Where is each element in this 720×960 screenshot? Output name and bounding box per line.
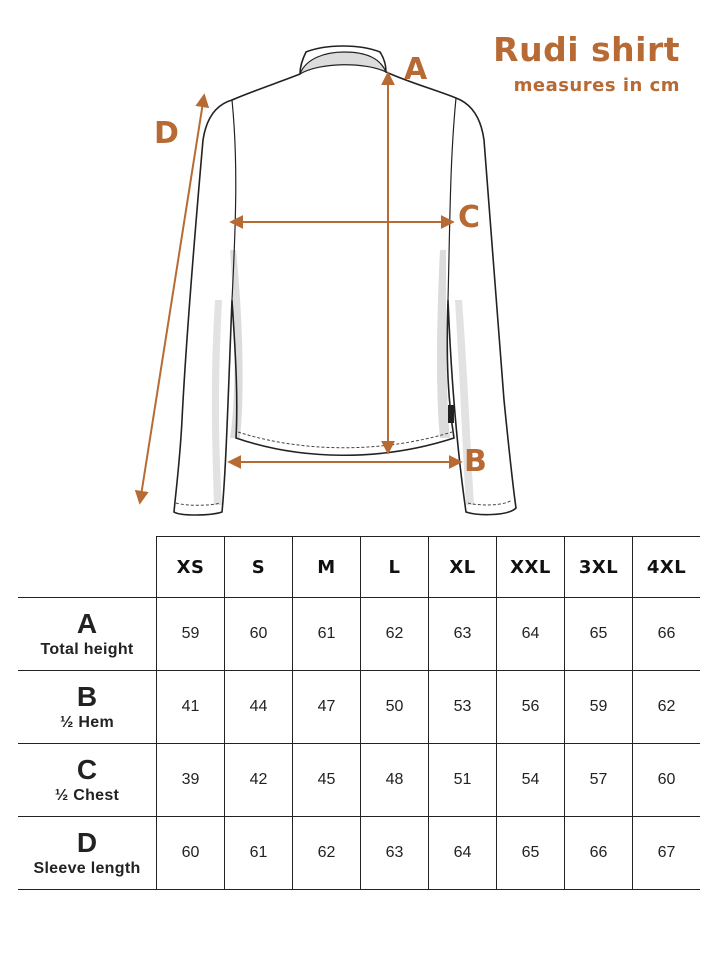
table-cell: 44 xyxy=(225,671,293,744)
table-cell: 39 xyxy=(157,744,225,817)
table-cell: 61 xyxy=(225,817,293,890)
row-letter: C xyxy=(76,754,98,785)
table-cell: 66 xyxy=(565,817,633,890)
table-cell: 41 xyxy=(157,671,225,744)
table-cell: 50 xyxy=(361,671,429,744)
cuff-stitch-right xyxy=(468,500,512,505)
table-cell: 53 xyxy=(429,671,497,744)
table-cell: 62 xyxy=(293,817,361,890)
row-letter: A xyxy=(76,608,98,639)
table-cell: 54 xyxy=(497,744,565,817)
table-cell: 57 xyxy=(565,744,633,817)
table-row xyxy=(18,817,700,890)
row-name: Sleeve length xyxy=(33,860,141,877)
row-name: Total height xyxy=(40,641,134,658)
size-header: M xyxy=(293,537,361,598)
size-table xyxy=(18,536,700,890)
label-a: A xyxy=(404,52,428,87)
size-header-row xyxy=(18,537,700,598)
table-cell: 64 xyxy=(429,817,497,890)
table-cell: 66 xyxy=(633,598,701,671)
sleeve-shadow-left xyxy=(212,300,222,505)
table-row xyxy=(18,671,700,744)
table-cell: 63 xyxy=(429,598,497,671)
shirt-tag xyxy=(448,405,454,423)
table-cell: 64 xyxy=(497,598,565,671)
table-cell: 60 xyxy=(157,817,225,890)
size-header: XXL xyxy=(497,537,565,598)
table-row xyxy=(18,598,700,671)
table-cell: 65 xyxy=(565,598,633,671)
hem-stitch xyxy=(238,432,452,448)
label-d: D xyxy=(154,116,179,151)
row-letter: B xyxy=(76,681,98,712)
label-b: B xyxy=(464,444,487,479)
cuff-stitch-left xyxy=(176,503,220,505)
row-letter: D xyxy=(76,827,98,858)
table-cell: 60 xyxy=(225,598,293,671)
units-subtitle: measures in cm xyxy=(513,75,680,96)
table-cell: 62 xyxy=(361,598,429,671)
collar xyxy=(300,52,386,74)
row-label xyxy=(18,671,157,744)
table-cell: 60 xyxy=(633,744,701,817)
row-name: ½ Chest xyxy=(54,787,120,804)
size-header: L xyxy=(361,537,429,598)
size-header: S xyxy=(225,537,293,598)
table-cell: 51 xyxy=(429,744,497,817)
table-cell: 65 xyxy=(497,817,565,890)
table-cell: 48 xyxy=(361,744,429,817)
table-corner xyxy=(18,537,157,598)
measure-d-line xyxy=(140,96,204,502)
size-header: XS xyxy=(157,537,225,598)
row-label xyxy=(18,817,157,890)
table-cell: 67 xyxy=(633,817,701,890)
table-cell: 63 xyxy=(361,817,429,890)
table-row xyxy=(18,744,700,817)
row-label xyxy=(18,598,157,671)
table-cell: 42 xyxy=(225,744,293,817)
table-cell: 47 xyxy=(293,671,361,744)
row-name: ½ Hem xyxy=(60,714,114,731)
product-title: Rudi shirt xyxy=(493,30,680,69)
table-cell: 61 xyxy=(293,598,361,671)
size-header: 4XL xyxy=(633,537,701,598)
table-cell: 59 xyxy=(157,598,225,671)
label-c: C xyxy=(458,200,481,235)
table-cell: 56 xyxy=(497,671,565,744)
table-cell: 59 xyxy=(565,671,633,744)
table-cell: 62 xyxy=(633,671,701,744)
armhole-seam-right xyxy=(448,98,456,300)
size-header: XL xyxy=(429,537,497,598)
row-label xyxy=(18,744,157,817)
table-cell: 45 xyxy=(293,744,361,817)
size-header: 3XL xyxy=(565,537,633,598)
